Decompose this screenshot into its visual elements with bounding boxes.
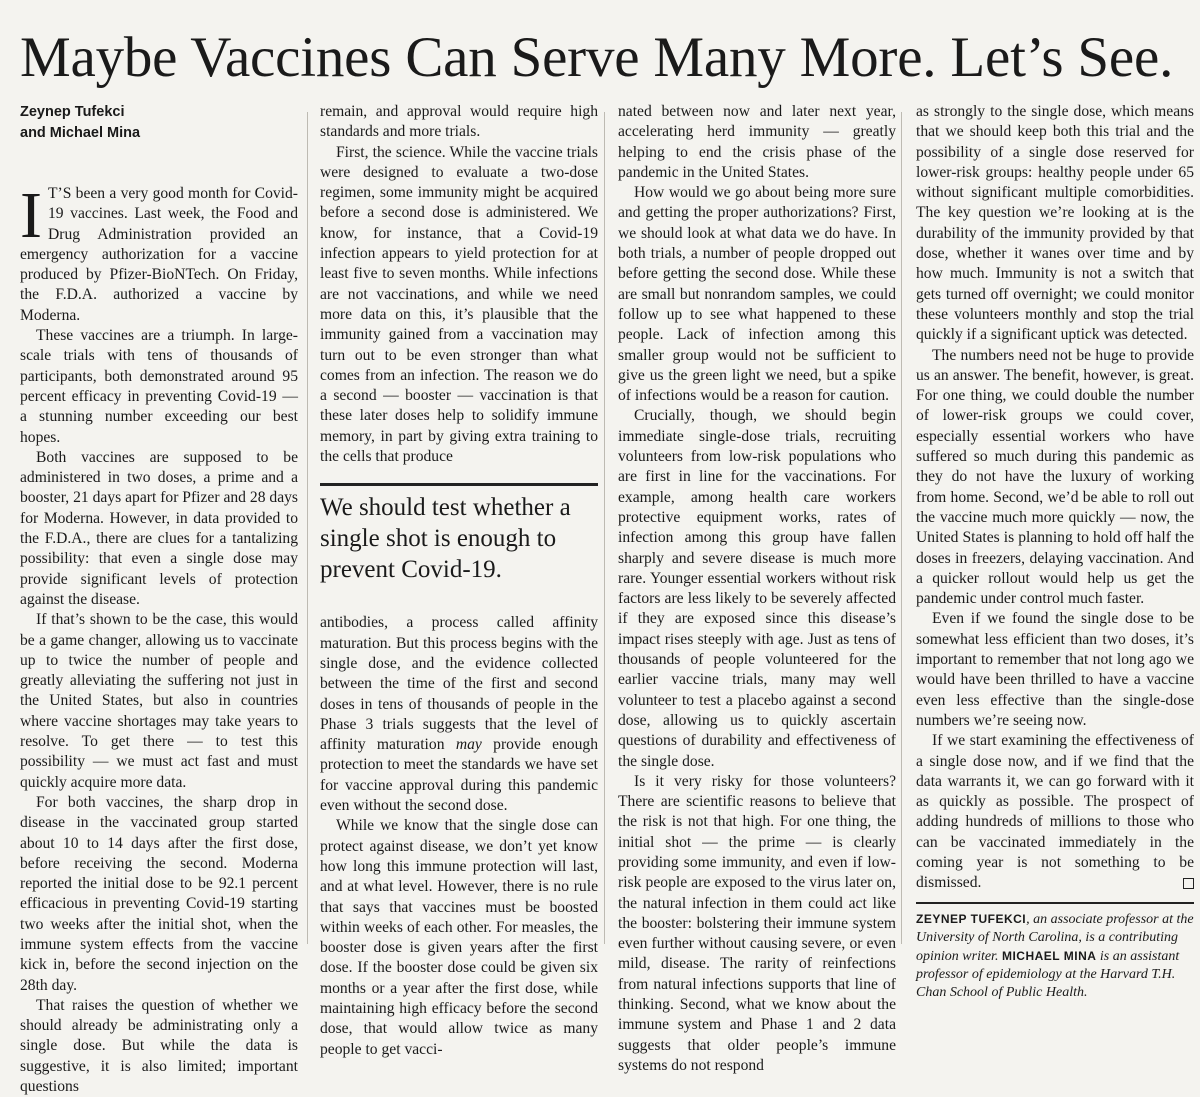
paragraph: nated between now and later next year, accelerating herd immunity — greatly helping to end the crisis phase of the pandemic in the United States. <box>618 103 896 181</box>
column-divider <box>604 112 605 944</box>
paragraph: The numbers need not be huge to provide us an answer. The benefit, however, is great. For one thing, we could double the number of lower-risk groups we could cover, especially essential workers who have suffered so much during this pandemic as they do not have the luxury of working from home. Second, we’d be able to roll out the vaccine much more quickly — now, the United States is planning to hold off half the doses in freezers, delaying vaccination. And a quicker rollout would help us get the pandemic under control much faster. <box>916 346 1194 608</box>
pull-quote-rule <box>320 483 598 486</box>
column-divider <box>901 112 902 944</box>
article-column-4 <box>916 102 1194 1002</box>
paragraph: How would we go about being more sure and getting the proper authorizations? First, we should look at what data we do have. In both trials, a number of people dropped out before getting the second dose. While these are small but nonrandom samples, we could follow up to see what happened to these people. Lack of infection among this smaller group would not be sufficient to give us the green light we need, but a spike of infections would be a reason for caution. <box>618 184 896 405</box>
paragraph-text: provide enough protection to meet the standards we have set for vaccine approval during this pandemic even without the second dose. <box>320 736 598 815</box>
paragraph <box>916 731 1194 893</box>
bio-name-1: ZEYNEP TUFEKCI <box>916 911 1027 926</box>
byline-author-2: and Michael Mina <box>20 125 141 141</box>
column-divider <box>307 112 308 944</box>
paragraph: Is it very risky for those volunteers? There are scientific reasons to believe that the risk is not that high. For one thing, the initial shot — the prime — is clearly providing some immunity, and even if low-risk people are exposed to the virus later on, the natural infection in them could act like the booster: bolstering their immune system even further without causing severe, or even mild, disease. The rarity of reinfections from natural infections supports that line of thinking. Second, what we know about the immune system and Phase 1 and 2 data suggests that older people’s immune systems do not respond <box>618 772 896 1074</box>
byline <box>20 102 298 144</box>
paragraph-text: T’S been a very good month for Covid-19 vaccines. Last week, the Food and Drug Administration provided an emergency authorization for a vaccine produced by Pfizer-BioNTech. On Friday, the F.D.A. authorized a vaccine by Moderna. <box>20 185 298 324</box>
drop-cap: I <box>20 179 42 252</box>
paragraph: First, the science. While the vaccine trials were designed to evaluate a two-dose regimen, some immunity might be acquired before a second dose is administered. We know, for instance, that a Covid-19 infection appears to yield protection for at least five to seven months. While infections are not vaccinations, and while we need more data on this, it’s plausible that the immunity gained from a vaccination may turn out to be even stronger than what comes from an infection. The reason we do a second — booster — vaccination is that these later doses help to solidify immune memory, in part by giving extra training to the cells that produce <box>320 143 598 466</box>
headline: Maybe Vaccines Can Serve Many More. Let’s See. <box>20 26 1174 89</box>
paragraph: remain, and approval would require high standards and more trials. <box>320 103 598 141</box>
byline-author-1: Zeynep Tufekci <box>20 104 125 120</box>
emphasis-text: may <box>455 736 482 754</box>
bio-text-1: , an associate professor at the University of North Carolina, is a contributing opinion writer. <box>916 911 1194 964</box>
paragraph-text: antibodies, a process called affinity maturation. But this process begins with the single dose, and the evidence collected between the time of the first and second doses in tens of thousands of people in the Phase 3 trials suggests that the level of affinity maturation <box>320 614 598 754</box>
article-column-3 <box>618 102 896 1076</box>
article-column-2 <box>320 102 598 1060</box>
author-bio <box>916 910 1194 1002</box>
paragraph-text: If we start examining the effectiveness of a single dose now, and if we find that the data warrants it, we can go forward with it as quickly as possible. The prospect of adding hundreds of millions to those who can be vaccinated immediately in the coming year is not something to be dismissed. <box>916 732 1194 892</box>
paragraph: as strongly to the single dose, which means that we should keep both this trial and the possibility of a single dose reserved for lower-risk groups: healthy people under 65 without significant multiple comorbidities. The key question we’re looking at is the durability of the immunity provided by that dose, whether it wanes over time and by how much. Immunity is not a switch that gets turned off overnight; we could monitor these volunteers monthly and stop the trial quickly if a significant uptick was detected. <box>916 103 1194 344</box>
paragraph <box>320 613 598 816</box>
paragraph: Both vaccines are supposed to be administered in two doses, a prime and a booster, 21 days apart for Pfizer and 28 days for Moderna. However, in data provided to the F.D.A., there are clues for a tantalizing possibility: that even a single dose may provide significant levels of protection against the disease. <box>20 448 298 608</box>
bio-rule <box>916 902 1194 904</box>
bio-text-2: is an assistant professor of epidemiology at the Harvard T.H. Chan School of Public Health. <box>916 948 1180 1000</box>
paragraph: For both vaccines, the sharp drop in disease in the vaccinated group started about 10 to 14 days after the first dose, before receiving the second. Moderna reported the initial dose to be 92.1 percent efficacious in preventing Covid-19 starting two weeks after the initial shot, when the immune system effects from the vaccine kick in, before the second injection on the 28th day. <box>20 793 298 994</box>
paragraph: If that’s shown to be the case, this would be a game changer, allowing us to vaccinate up to twice the number of people and greatly alleviating the suffering not just in the United States, but also in countries where vaccine shortages may take years to resolve. To get there — to test this possibility — we must act fast and must quickly acquire more data. <box>20 611 298 791</box>
article-column-1 <box>20 102 298 1097</box>
paragraph: While we know that the single dose can protect against disease, we don’t yet know how long this immune protection will last, and at what level. However, there is no rule that says that vaccines must be boosted within weeks of each other. For measles, the booster dose is given years after the first dose. If the booster dose could be given six months or a year after the first dose, while maintaining high efficacy before the second dose, that would allow twice as many people to get vacci- <box>320 817 598 1058</box>
end-mark-icon <box>1183 878 1194 889</box>
pull-quote: We should test whether a single shot is enough to prevent Covid-19. <box>320 494 571 584</box>
paragraph: Crucially, though, we should begin immediate single-dose trials, recruiting volunteers from low-risk populations who are first in line for the vaccinations. For example, among health care workers protective equipment works, rates of infection among this group have fallen sharply and severe disease is much more rare. Younger essential workers without risk factors are less likely to be severely affected if they are exposed since this disease’s impact rises steeply with age. Just as tens of thousands of people volunteered for the earlier vaccine trials, many may well volunteer to test a placebo against a second dose, allowing us to quickly ascertain questions of durability and effectiveness of the single dose. <box>618 407 896 770</box>
paragraph <box>20 179 298 326</box>
paragraph: That raises the question of whether we should already be administrating only a single dose. But while the data is suggestive, it is also limited; important questions <box>20 996 298 1096</box>
bio-name-2: MICHAEL MINA <box>1001 948 1097 963</box>
paragraph: Even if we found the single dose to be somewhat less efficient than two doses, it’s important to remember that not long ago we would have been thrilled to have a vaccine even less effective than the single-dose numbers we’re seeing now. <box>916 610 1194 729</box>
paragraph: These vaccines are a triumph. In large-scale trials with tens of thousands of participants, both demonstrated around 95 percent efficacy in preventing Covid-19 — a stunning number exceeding our best hopes. <box>20 327 298 446</box>
